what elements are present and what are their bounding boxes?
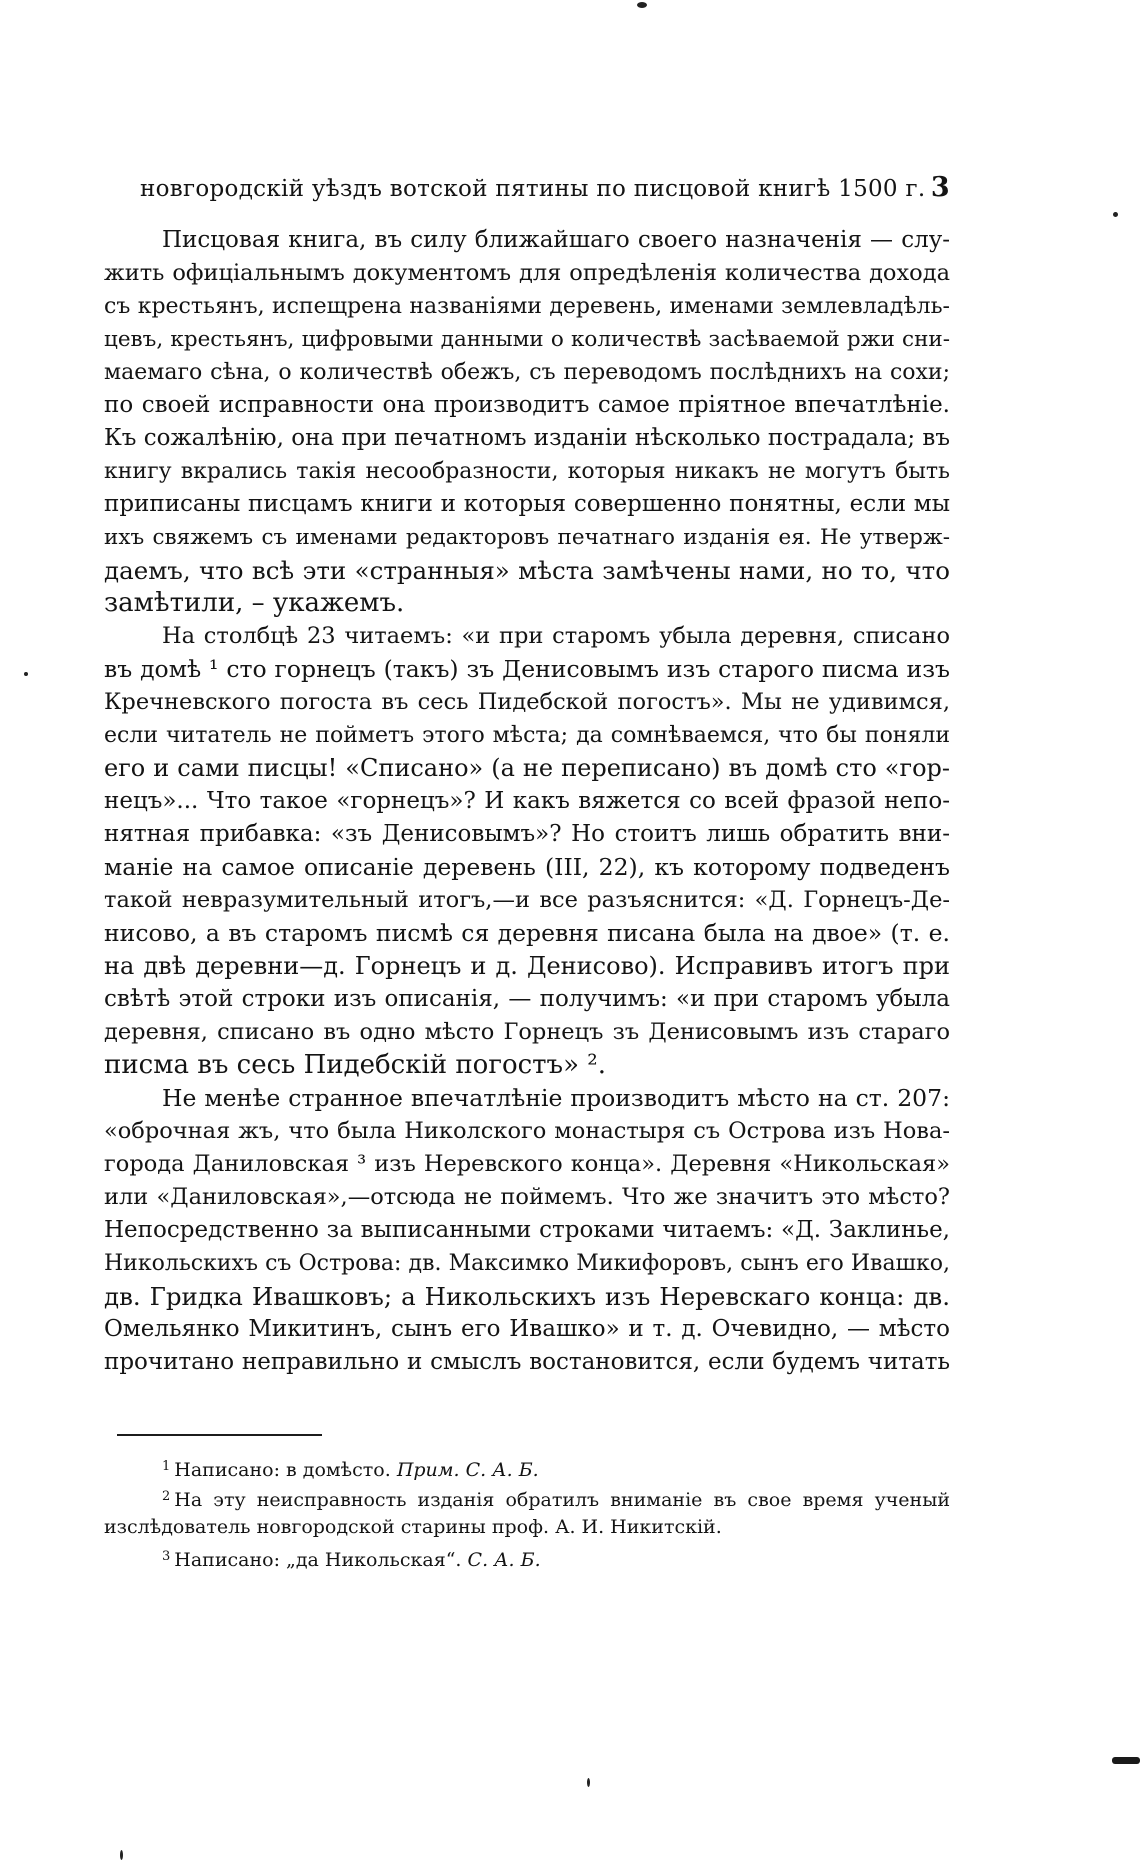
text-line: съ крестьянъ, испещрена названіями деревень, именами землевладѣль-	[104, 294, 950, 319]
text-line: маніе на самое описаніе деревень (III, 22), къ которому подведенъ	[104, 853, 950, 881]
text-line: Никольскихъ съ Острова: дв. Максимко Микифоровъ, сынъ его Ивашко,	[104, 1251, 950, 1276]
scan-speck	[587, 1778, 590, 1787]
text-line: или «Даниловская»,—отсюда не поймемъ. Что же значитъ это мѣсто?	[104, 1184, 950, 1210]
text-line: На столбцѣ 23 читаемъ: «и при старомъ убыла деревня, списано	[162, 623, 950, 649]
text-line: даемъ, что всѣ эти «странныя» мѣста замѣчены нами, но то, что	[104, 556, 950, 585]
footnote-2-line-2	[104, 1512, 950, 1542]
running-head-title: новгородскій уѣздъ вотской пятины по писцовой книгѣ 1500 г.	[140, 176, 926, 202]
text-line: Кречневского погоста въ сесь Пидебской погостъ». Мы не удивимся,	[104, 689, 950, 715]
footnote-3-note: С. А. Б.	[467, 1549, 541, 1571]
footnote-2-text-1: На эту неисправность изданія обратилъ вниманіе въ свое время ученый	[174, 1489, 950, 1511]
text-line: ихъ свяжемъ съ именами редакторовъ печатнаго изданія ея. Не утверж-	[104, 525, 950, 550]
scan-edge-mark	[1112, 1757, 1140, 1764]
text-line: жить офиціальнымъ документомъ для опредѣленія количества дохода	[104, 260, 950, 286]
footnote-1-mark: 1	[162, 1459, 171, 1474]
footnote-2-mark: 2	[162, 1489, 171, 1504]
text-line: Писцовая книга, въ силу ближайшаго своего назначенія — слу-	[162, 227, 950, 253]
footnotes	[104, 1452, 950, 1572]
footnote-3-mark: 3	[162, 1549, 171, 1564]
text-line: прочитано неправильно и смыслъ востановится, если будемъ читать	[104, 1349, 950, 1375]
scan-speck	[1113, 212, 1118, 217]
footnote-1-text: Написано: в домѣсто.	[174, 1459, 391, 1481]
text-line: маемаго сѣна, о количествѣ обежъ, съ переводомъ послѣднихъ на сохи;	[104, 360, 950, 385]
text-line: Къ сожалѣнію, она при печатномъ изданіи нѣсколько пострадала; въ	[104, 425, 950, 451]
text-line: нисово, а въ старомъ писмѣ ся деревня писана была на двое» (т. е.	[104, 919, 950, 947]
text-line: деревня, списано въ одно мѣсто Горнецъ зъ Денисовымъ изъ стараго	[104, 1019, 950, 1045]
body-text	[104, 224, 950, 1379]
footnote-rule	[117, 1434, 322, 1436]
running-head	[140, 172, 950, 203]
text-line: дв. Гридка Ивашковъ; а Никольскихъ изъ Неревскаго конца: дв.	[104, 1282, 950, 1311]
text-line: цевъ, крестьянъ, цифровыми данными о количествѣ засѣваемой ржи сни-	[104, 327, 950, 352]
scan-speck	[24, 672, 28, 676]
text-line: такой невразумительный итогъ,—и все разъяснится: «Д. Горнецъ-Де-	[104, 887, 950, 913]
text-line: приписаны писцамъ книги и которыя совершенно понятны, если мы	[104, 491, 950, 517]
text-line: замѣтили, – укажемъ.	[104, 588, 405, 618]
text-line: города Даниловская ³ изъ Неревского конца». Деревня «Никольская»	[104, 1151, 950, 1177]
text-line: Омельянко Микитинъ, сынъ его Ивашко» и т. д. Очевидно, — мѣсто	[104, 1316, 950, 1342]
text-line: Не менѣе странное впечатлѣніе производитъ мѣсто на ст. 207:	[162, 1084, 950, 1112]
text-line: писма въ сесь Пидебскій погостъ» ².	[104, 1050, 606, 1080]
footnote-2-text-2: изслѣдователь новгородской старины проф. А. И. Никитскій.	[104, 1516, 722, 1538]
page-number: 3	[930, 172, 950, 203]
text-line: свѣтѣ этой строки изъ описанія, — получимъ: «и при старомъ убыла	[104, 986, 950, 1012]
scan-speck	[637, 2, 647, 8]
text-line: нятная прибавка: «зъ Денисовымъ»? Но стоитъ лишь обратить вни-	[104, 821, 950, 847]
text-line: если читатель не пойметъ этого мѣста; да сомнѣваемся, что бы поняли	[104, 723, 950, 748]
text-line: его и сами писцы! «Списано» (а не переписано) въ домѣ сто «гор-	[104, 754, 950, 782]
footnote-3-text: Написано: „да Никольская“.	[174, 1549, 462, 1571]
text-line: по своей исправности она производитъ самое пріятное впечатлѣніе.	[104, 392, 950, 418]
text-line: въ домѣ ¹ сто горнецъ (такъ) зъ Денисовымъ изъ старого писма изъ	[104, 655, 950, 683]
text-line: книгу вкрались такія несообразности, которыя никакъ не могутъ быть	[104, 459, 950, 484]
text-line: Непосредственно за выписанными строками читаемъ: «Д. Заклинье,	[104, 1217, 950, 1243]
footnote-3	[104, 1542, 950, 1572]
scan-speck	[120, 1850, 123, 1860]
text-line: на двѣ деревни—д. Горнецъ и д. Денисово). Исправивъ итогъ при	[104, 952, 950, 980]
footnote-2-line-1	[104, 1482, 950, 1512]
text-line: нецъ»... Что такое «горнецъ»? И какъ вяжется со всей фразой непо-	[104, 788, 950, 814]
footnote-1	[104, 1452, 950, 1482]
text-line: «оброчная жъ, что была Николского монастыря съ Острова изъ Нова-	[104, 1118, 950, 1144]
footnote-1-note: Прим. С. А. Б.	[396, 1459, 539, 1481]
